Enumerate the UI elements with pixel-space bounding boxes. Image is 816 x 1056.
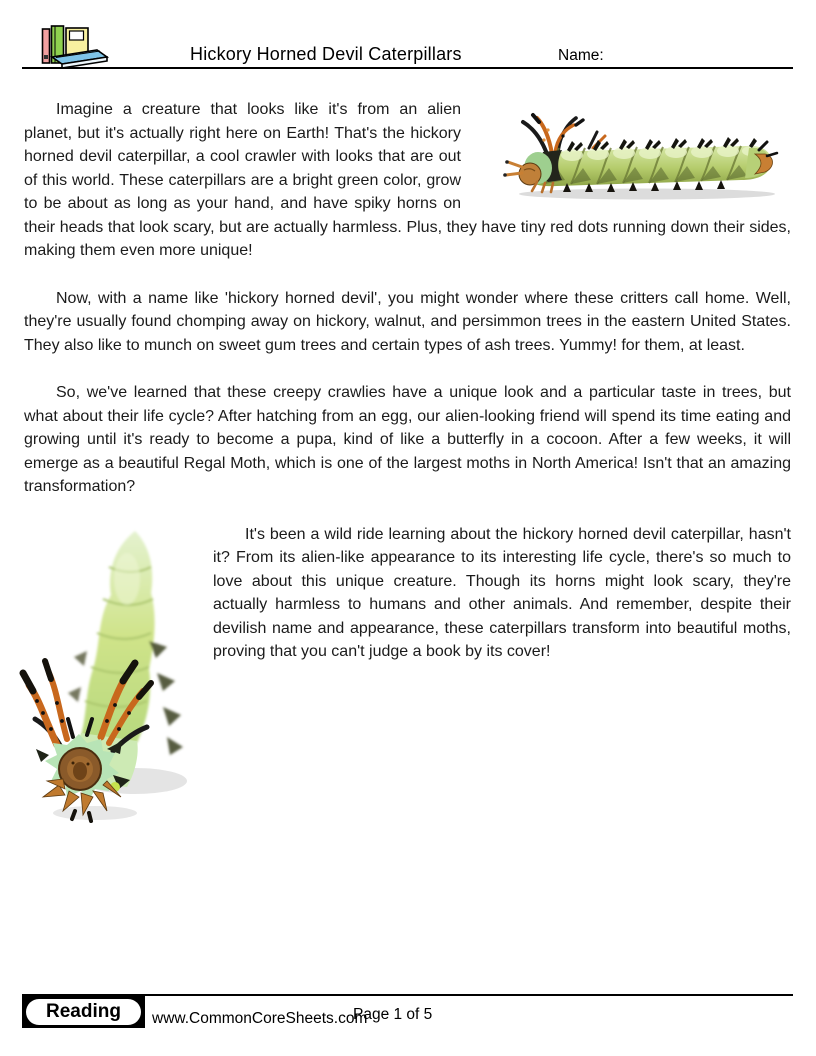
article-body: [24, 98, 791, 823]
header-divider: [22, 67, 793, 69]
paragraph-4: [24, 523, 791, 664]
website-url: www.CommonCoreSheets.com: [152, 1010, 368, 1027]
caterpillar-front-view-image: [15, 523, 197, 823]
paragraph-2-text: Now, with a name like 'hickory horned devil', you might wonder where these critters call home. Well, they're usually found chomping away on hickory, walnut, and persimmon trees in the eastern United States. They also like to munch on sweet gum trees and certain types of ash trees. Yummy! for them, at least.: [24, 289, 791, 354]
paragraph-1-text: Imagine a creature that looks like it's from an alien planet, but it's actually right here on Earth! That's the hickory horned devil caterpillar, a cool crawler with looks that are out of this world. These caterpillars are a bright green color, grow to be about as long as your hand, and have spiky horns on their heads that look scary, but are actually harmless. Plus, they have tiny red dots running down their sides, making them even more unique!: [24, 101, 791, 259]
caterpillar-side-view-photo: [461, 98, 791, 210]
name-input-area[interactable]: [606, 44, 792, 68]
name-label: Name:: [558, 47, 604, 64]
paragraph-1: [24, 98, 791, 263]
paragraph-3-text: So, we've learned that these creepy crawlies have a unique look and a particular taste in trees, but what about their life cycle? After hatching from an egg, our alien-looking friend will spend its time eating and growing until it's ready to become a pupa, kind of like a butterfly in a cocoon. After a few weeks, it will emerge as a beautiful Regal Moth, which is one of the largest moths in North America! Isn't that an amazing transformation?: [24, 384, 791, 495]
paragraph-2: [24, 287, 791, 358]
caterpillar-side-view-image: [497, 110, 787, 202]
paragraph-3: [24, 381, 791, 499]
page-number: Page 1 of 5: [353, 1006, 433, 1023]
paragraph-4-text: It's been a wild ride learning about the hickory horned devil caterpillar, hasn't it? From its alien-like appearance to its interesting life cycle, there's so much to love about this unique creature. Though its horns might look scary, they're actually harmless to humans and other animals. And remember, despite their devilish name and appearance, these caterpillars transform into beautiful moths, proving that you can't judge a book by its cover!: [213, 525, 791, 660]
caterpillar-front-view-photo: [24, 523, 213, 823]
page-title: Hickory Horned Devil Caterpillars: [190, 44, 462, 64]
subject-badge: [22, 995, 145, 1028]
subject-badge-label: Reading: [26, 999, 141, 1025]
books-logo-icon: [40, 12, 118, 68]
